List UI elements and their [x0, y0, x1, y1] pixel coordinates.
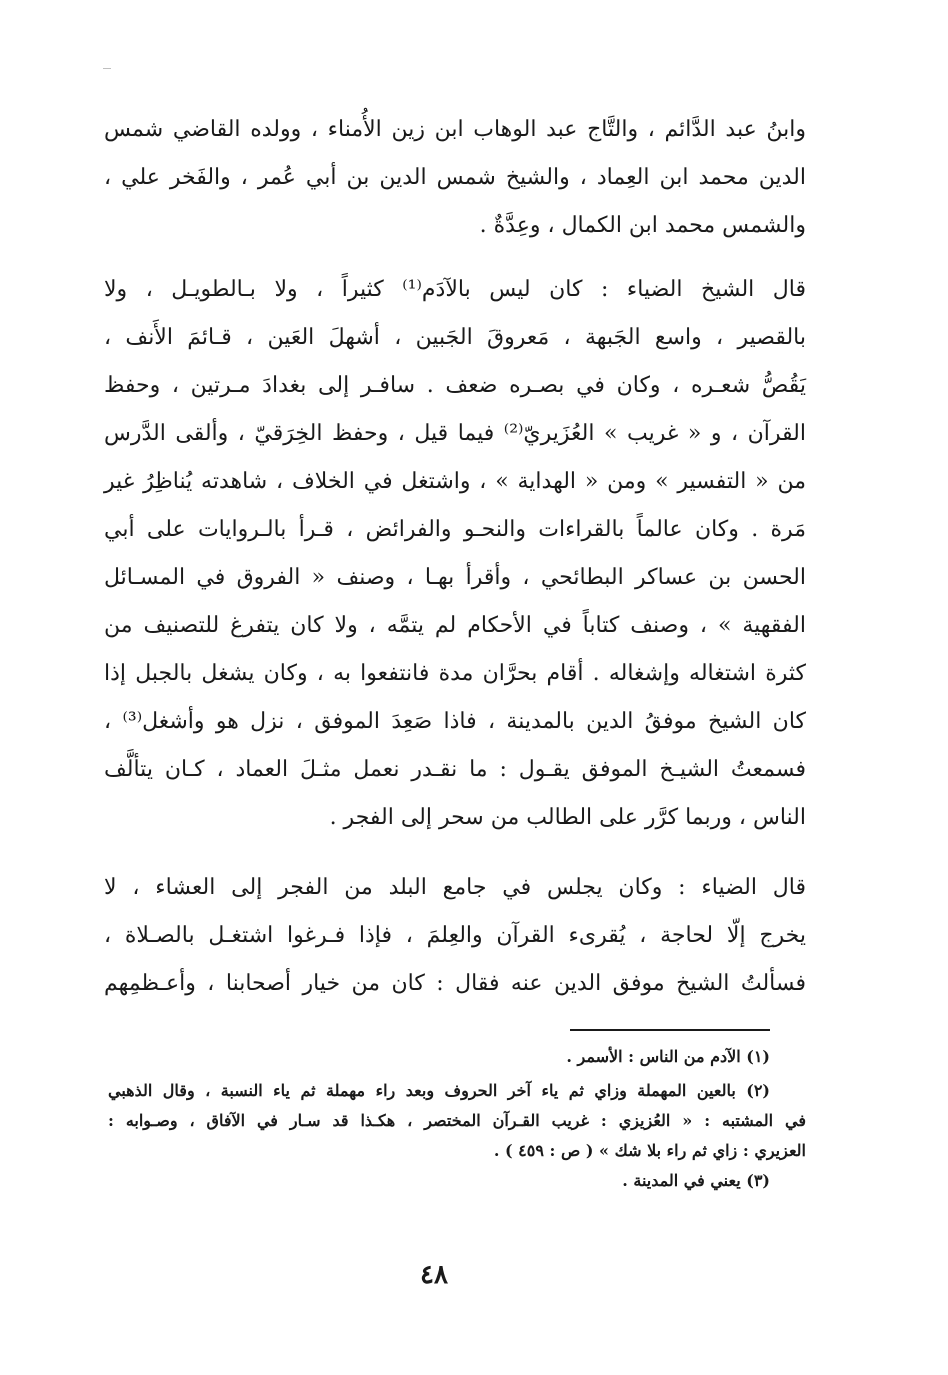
text-line: الدين محمد ابن العِماد ، والشيخ شمس الدين بن أبي عُمر ، والفَخر علي ،	[104, 165, 806, 190]
footnote-2-continuation: في المشتبه : « العُزيزي : غريب القـرآن المختصر ، هكـذا قد سـار في الآفاق ، وصـوابه :	[108, 1111, 806, 1130]
text-line: فسألتُ الشيخ موفق الدين عنه فقال : كان من خيار أصحابنا ، وأعـظمِهم	[104, 971, 806, 996]
text-line: قال الشيخ الضياء : كان ليس بالآدَم⁽¹⁾ كثيراً ، ولا بـالطويـل ، ولا	[104, 277, 806, 302]
text-line: القرآن ، و « غريب » العُزَيريّ⁽²⁾ فيما قيل ، وحفظ الخِرَقيّ ، وألقى الدَّرس	[104, 421, 807, 446]
text-line: والشمس محمد ابن الكمال ، وعِدَّةٌ .	[479, 213, 806, 238]
text-line: الناس ، وربما كرَّر على الطالب من سحر إلى الفجر .	[329, 805, 806, 830]
text-line: من « التفسير » ومن « الهداية » ، واشتغل في الخلاف ، شاهدته يُناظِرُ غير	[104, 469, 806, 494]
text-line: مَرة . وكان عالماً بالقراءات والنحـو والفرائض ، قـرأ بالـروايات على أبي	[104, 517, 806, 542]
text-line: بالقصير ، واسع الجَبهة ، مَعروقَ الجَبين ، أشهلَ العَين ، قـائمَ الأَنف ،	[104, 325, 806, 350]
text-line: الحسن بن عساكر البطائحي ، وأقرأ بهـا ، وصنف « الفروق في المسـائل	[104, 565, 806, 590]
footnote-1: (١) الآدم من الناس : الأسمر .	[566, 1047, 770, 1066]
paragraph-3	[104, 864, 806, 1008]
text-line: قال الضياء : وكان يجلس في جامع البلد من الفجر إلى العشاء ، لا	[104, 875, 806, 900]
footnote-separator	[570, 1029, 770, 1031]
page-number: ٤٨	[420, 1260, 448, 1290]
text-line: كان الشيخ موفقُ الدين بالمدينة ، فاذا صَعِدَ الموفق ، نزل هو وأشغل⁽³⁾ ،	[104, 709, 806, 734]
text-line: يخرج إلّا لحاجة ، يُقرىء القرآن والعِلمَ ، فإذا فـرغوا اشتغـل بالصـلاة ،	[104, 923, 806, 948]
text-line: كثرة اشتغاله وإشغاله . أقام بحرَّان مدة فانتفعوا به ، وكان يشغل بالجبل إذا	[104, 661, 806, 686]
text-line: وابنُ عبد الدَّائم ، والتَّاج عبد الوهاب ابن زين الأُمناء ، وولده القاضي شمس	[104, 117, 806, 142]
text-line: الفقهية » ، وصنف كتاباً في الأحكام لم يتمَّه ، ولا كان يتفرغ للتصنيف من	[104, 613, 806, 638]
text-line: يَقُصُّ شعـره ، وكان في بصـره ضعف . سافـر إلى بغدادَ مـرتين ، وحفظ	[104, 373, 806, 398]
paragraph-1	[104, 106, 806, 250]
text-line: فسمعتُ الشيـخ الموفق يقـول : ما نقـدر نعمل مثـلَ العماد ، كـان يتألَّف	[104, 757, 806, 782]
footnotes	[108, 1042, 806, 1196]
footnote-2: (٢) بالعين المهملة وزاي ثم ياء آخر الحروف وبعد راء مهملة ثم ياء النسبة ، وقال الذهبي	[108, 1081, 770, 1100]
paragraph-2	[104, 266, 806, 842]
footnote-3: (٣) يعني في المدينة .	[622, 1171, 770, 1190]
footnote-2-continuation: العزيري : زاي ثم راء بلا شك » ( ص : ٤٥٩ ) .	[493, 1141, 806, 1160]
scan-speck	[103, 68, 111, 69]
